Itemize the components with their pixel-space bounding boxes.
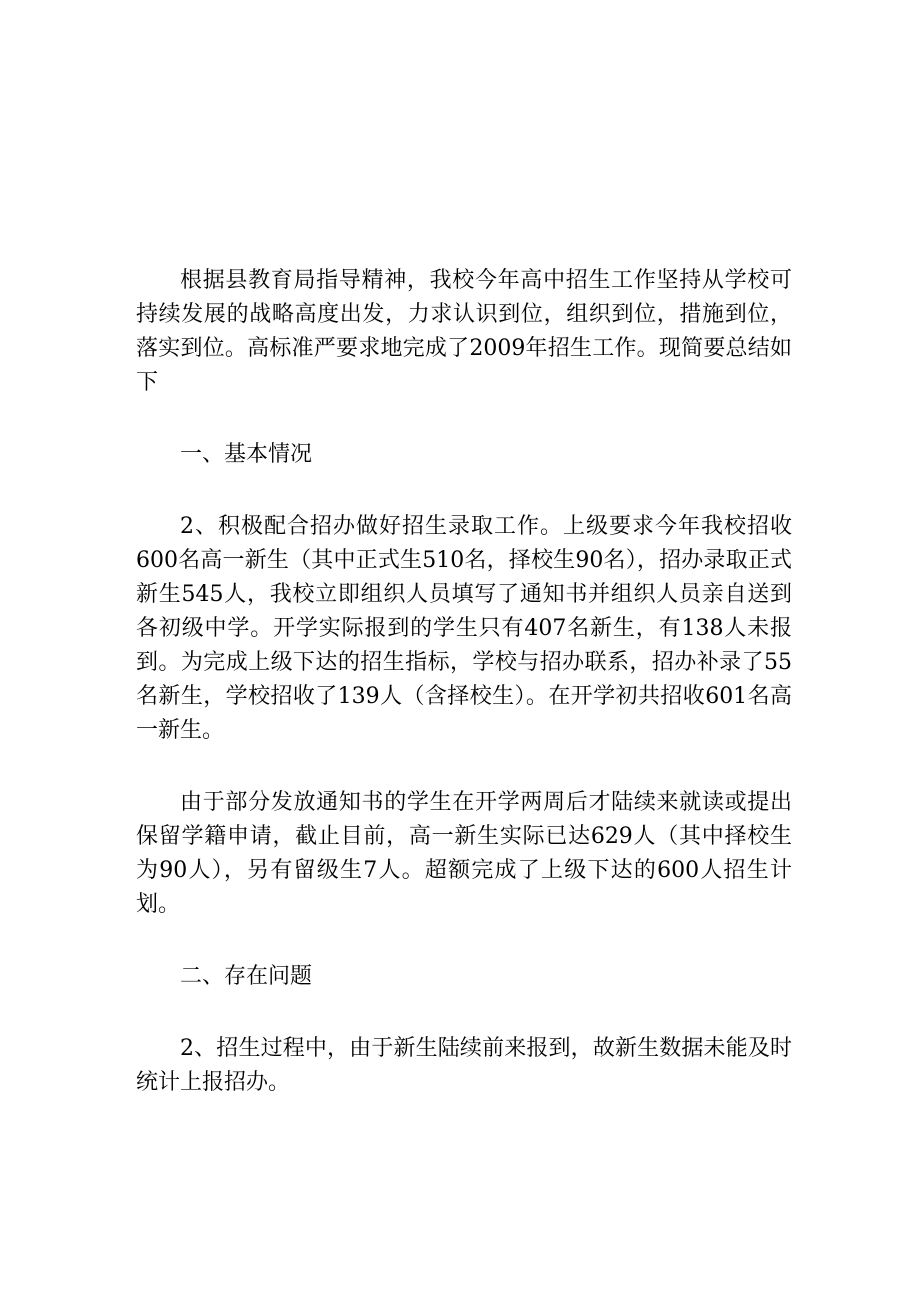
section-heading-problems: 二、存在问题 [180, 964, 313, 989]
paragraph-gap [136, 748, 792, 786]
problems-paragraph: 2、招生过程中，由于新生陆续前来报到，故新生数据未能及时统计上报招办。 [136, 1036, 792, 1095]
paragraph-gap [136, 400, 792, 438]
paragraph-gap [136, 994, 792, 1032]
intro-paragraph: 根据县教育局指导精神，我校今年高中招生工作坚持从学校可持续发展的战略高度出发，力求认识到位，组织到位，措施到位，落实到位。高标准严要求地完成了2009年招生工作。现简要总结如下 [136, 268, 792, 395]
section-heading-basic-situation: 一、基本情况 [180, 442, 313, 467]
paragraph-gap [136, 472, 792, 510]
enrollment-paragraph: 2、积极配合招办做好招生录取工作。上级要求今年我校招收600名高一新生（其中正式生510名，择校生90名），招办录取正式新生545人，我校立即组织人员填写了通知书并组织人员亲自送到各初级中学。开学实际报到的学生只有407名新生，有138人未报到。为完成上级下达的招生指标，学校与招办联系，招办补录了55名新生，学校招收了139人（含择校生）。在开学初共招收601名高一新生。 [136, 514, 792, 743]
document-body [136, 264, 792, 1100]
paragraph-gap [136, 922, 792, 960]
actual-enrollment-paragraph: 由于部分发放通知书的学生在开学两周后才陆续来就读或提出保留学籍申请，截止目前，高一新生实际已达629人（其中择校生为90人），另有留级生7人。超额完成了上级下达的600人招生计划。 [136, 790, 792, 917]
